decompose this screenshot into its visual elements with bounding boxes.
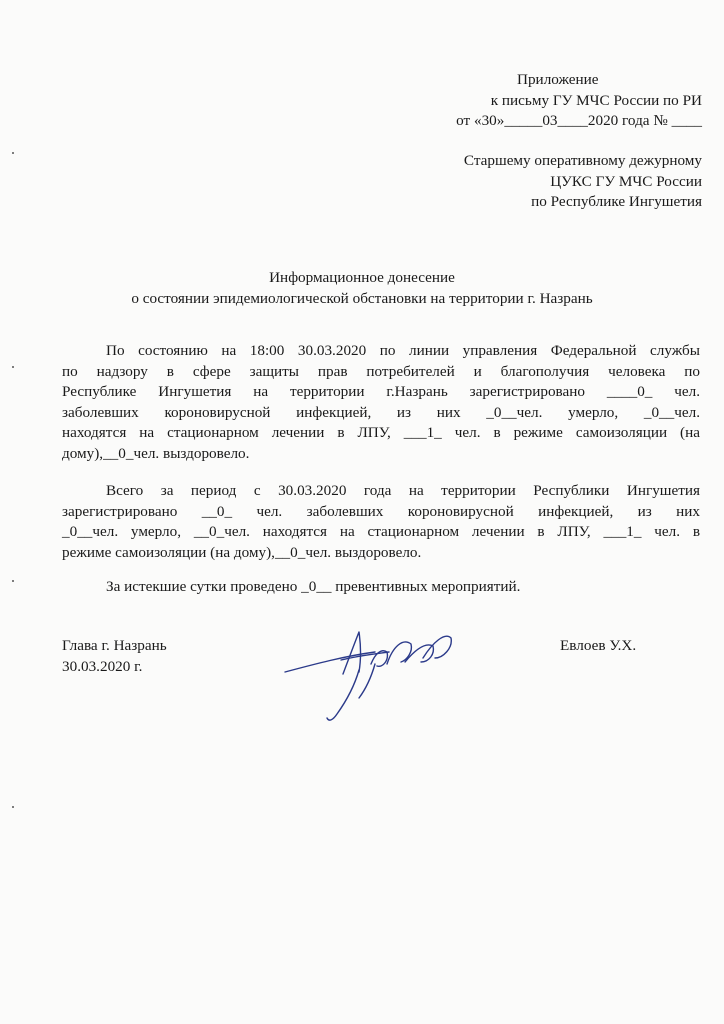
title-line: Информационное донесение: [269, 269, 455, 286]
paragraph-line: находятся на стационарном лечении в ЛПУ, ___1_ чел. в режиме самоизоляции (на: [62, 424, 700, 442]
appendix-date-number: от «30»_____03____2020 года № ____: [456, 112, 702, 130]
signatory-title: Глава г. Назрань: [62, 637, 167, 654]
signature-date: 30.03.2020 г.: [62, 657, 143, 675]
paragraph-line: заболевших короновирусной инфекцией, из них _0__чел. умерло, _0__чел.: [62, 403, 700, 421]
addressee-line: ЦУКС ГУ МЧС России: [550, 172, 702, 190]
appendix-block: [362, 70, 702, 132]
paragraph-current-status: [62, 341, 700, 465]
scan-speck: [12, 366, 14, 368]
scan-speck: [12, 152, 14, 154]
paragraph-line: дому),__0_чел. выздоровело.: [62, 444, 250, 462]
scan-speck: [12, 580, 14, 582]
scan-speck: [12, 806, 14, 808]
addressee-block: [362, 151, 702, 213]
signatory-name-block: [560, 636, 700, 657]
paragraph-line: _0__чел. умерло, __0_чел. находятся на стационарном лечении в ЛПУ, ___1_ чел. в: [62, 523, 700, 541]
paragraph-line: За истекшие сутки проведено _0__ превентивных мероприятий.: [106, 578, 521, 595]
document-title: [60, 268, 664, 309]
paragraph-line: зарегистрировано __0_ чел. заболевших короновирусной инфекцией, из них: [62, 502, 700, 520]
title-line: о состоянии эпидемиологической обстановки на территории г. Назрань: [131, 289, 593, 307]
handwritten-signature: [275, 612, 475, 732]
paragraph-line: Всего за период с 30.03.2020 года на территории Республики Ингушетия: [106, 482, 700, 499]
paragraph-preventive-measures: [62, 577, 700, 598]
addressee-line: по Республике Ингушетия: [531, 193, 702, 211]
appendix-letter-ref: к письму ГУ МЧС России по РИ: [490, 91, 702, 109]
addressee-line: Старшему оперативному дежурному: [463, 152, 702, 169]
appendix-title: Приложение: [517, 71, 599, 88]
paragraph-period-total: [62, 481, 700, 563]
signatory-position: [62, 636, 282, 677]
paragraph-line: по надзору в сфере защиты прав потребителей и благополучия человека по: [62, 362, 700, 380]
paragraph-line: По состоянию на 18:00 30.03.2020 по линии управления Федеральной службы: [106, 342, 700, 359]
signatory-name: Евлоев У.Х.: [560, 637, 637, 654]
paragraph-line: режиме самоизоляции (на дому),__0_чел. выздоровело.: [62, 543, 422, 561]
paragraph-line: Республике Ингушетия на территории г.Назрань зарегистрировано ____0_ чел.: [62, 383, 700, 401]
